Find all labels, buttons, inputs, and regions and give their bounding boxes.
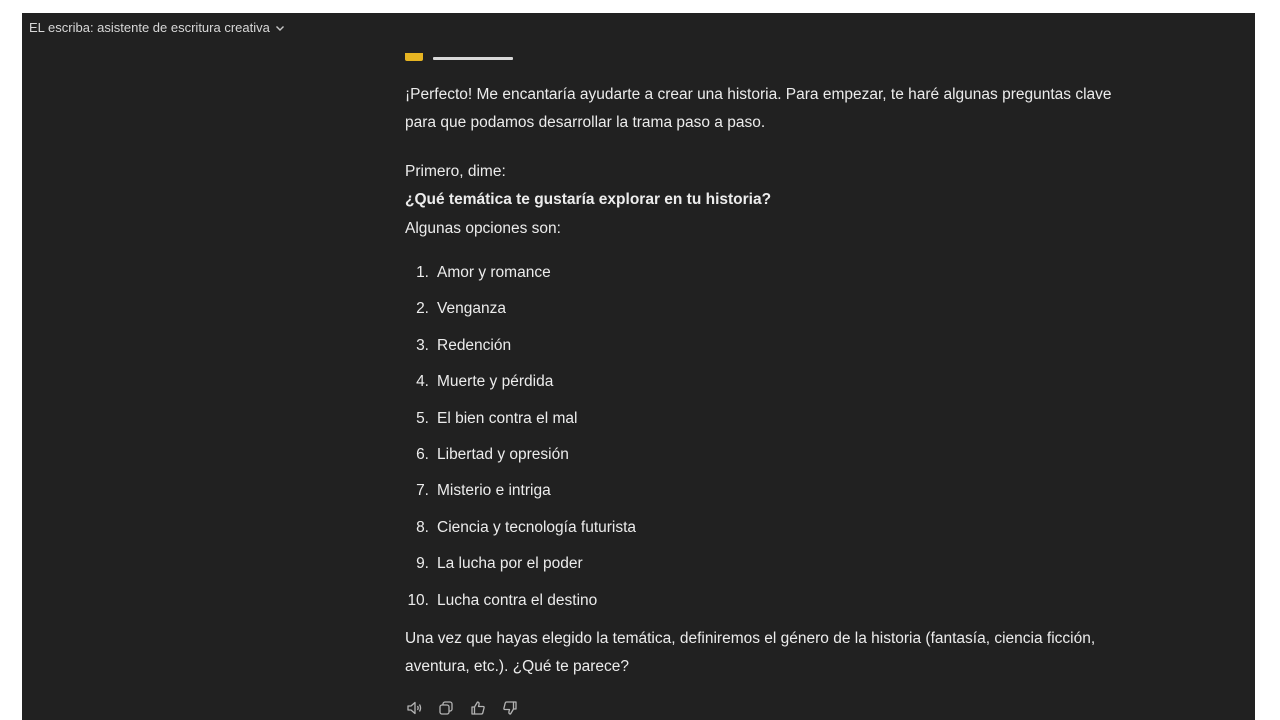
options-intro: Algunas opciones son: xyxy=(405,220,561,237)
theme-options-list xyxy=(405,264,636,628)
thumbs-down-button[interactable] xyxy=(501,699,519,717)
cut-off-heading-text xyxy=(433,57,513,60)
model-selector[interactable] xyxy=(29,20,286,35)
copy-icon xyxy=(437,699,455,717)
copy-button[interactable] xyxy=(437,699,455,717)
read-aloud-button[interactable] xyxy=(405,699,423,717)
thumbs-up-icon xyxy=(469,699,487,717)
emoji-icon xyxy=(405,53,423,61)
list-item: 9. La lucha por el poder xyxy=(416,555,583,573)
read-aloud-icon xyxy=(405,699,423,717)
list-item: 5. El bien contra el mal xyxy=(416,409,578,427)
thumbs-down-icon xyxy=(501,699,519,717)
list-item: 7. Misterio e intriga xyxy=(416,482,551,500)
thumbs-up-button[interactable] xyxy=(469,699,487,717)
intro-paragraph: ¡Perfecto! Me encantaría ayudarte a crear una historia. Para empezar, te haré algunas preguntas clave para que podamos desarrollar la trama paso a paso. xyxy=(405,86,1112,131)
theme-question: ¿Qué temática te gustaría explorar en tu historia? xyxy=(405,191,772,208)
list-item: 1. Amor y romance xyxy=(416,264,551,281)
list-item: 10. Lucha contra el destino xyxy=(407,591,598,609)
list-item: 6. Libertad y opresión xyxy=(416,445,569,463)
first-line: Primero, dime: xyxy=(405,163,506,180)
list-item: 8. Ciencia y tecnología futurista xyxy=(416,518,637,536)
chat-window xyxy=(22,13,1255,720)
list-item: 3. Redención xyxy=(416,336,512,354)
list-item: 2. Venganza xyxy=(416,300,506,318)
model-name: EL escriba: asistente de escritura creativa xyxy=(29,20,270,35)
closing-paragraph: Una vez que hayas elegido la temática, definiremos el género de la historia (fantasía, ciencia ficción, aventura, etc.). ¿Qué te parece? xyxy=(405,630,1096,675)
chevron-down-icon xyxy=(274,22,286,34)
cut-off-heading xyxy=(405,53,513,61)
list-item: 4. Muerte y pérdida xyxy=(416,373,554,391)
message-actions xyxy=(405,699,519,717)
